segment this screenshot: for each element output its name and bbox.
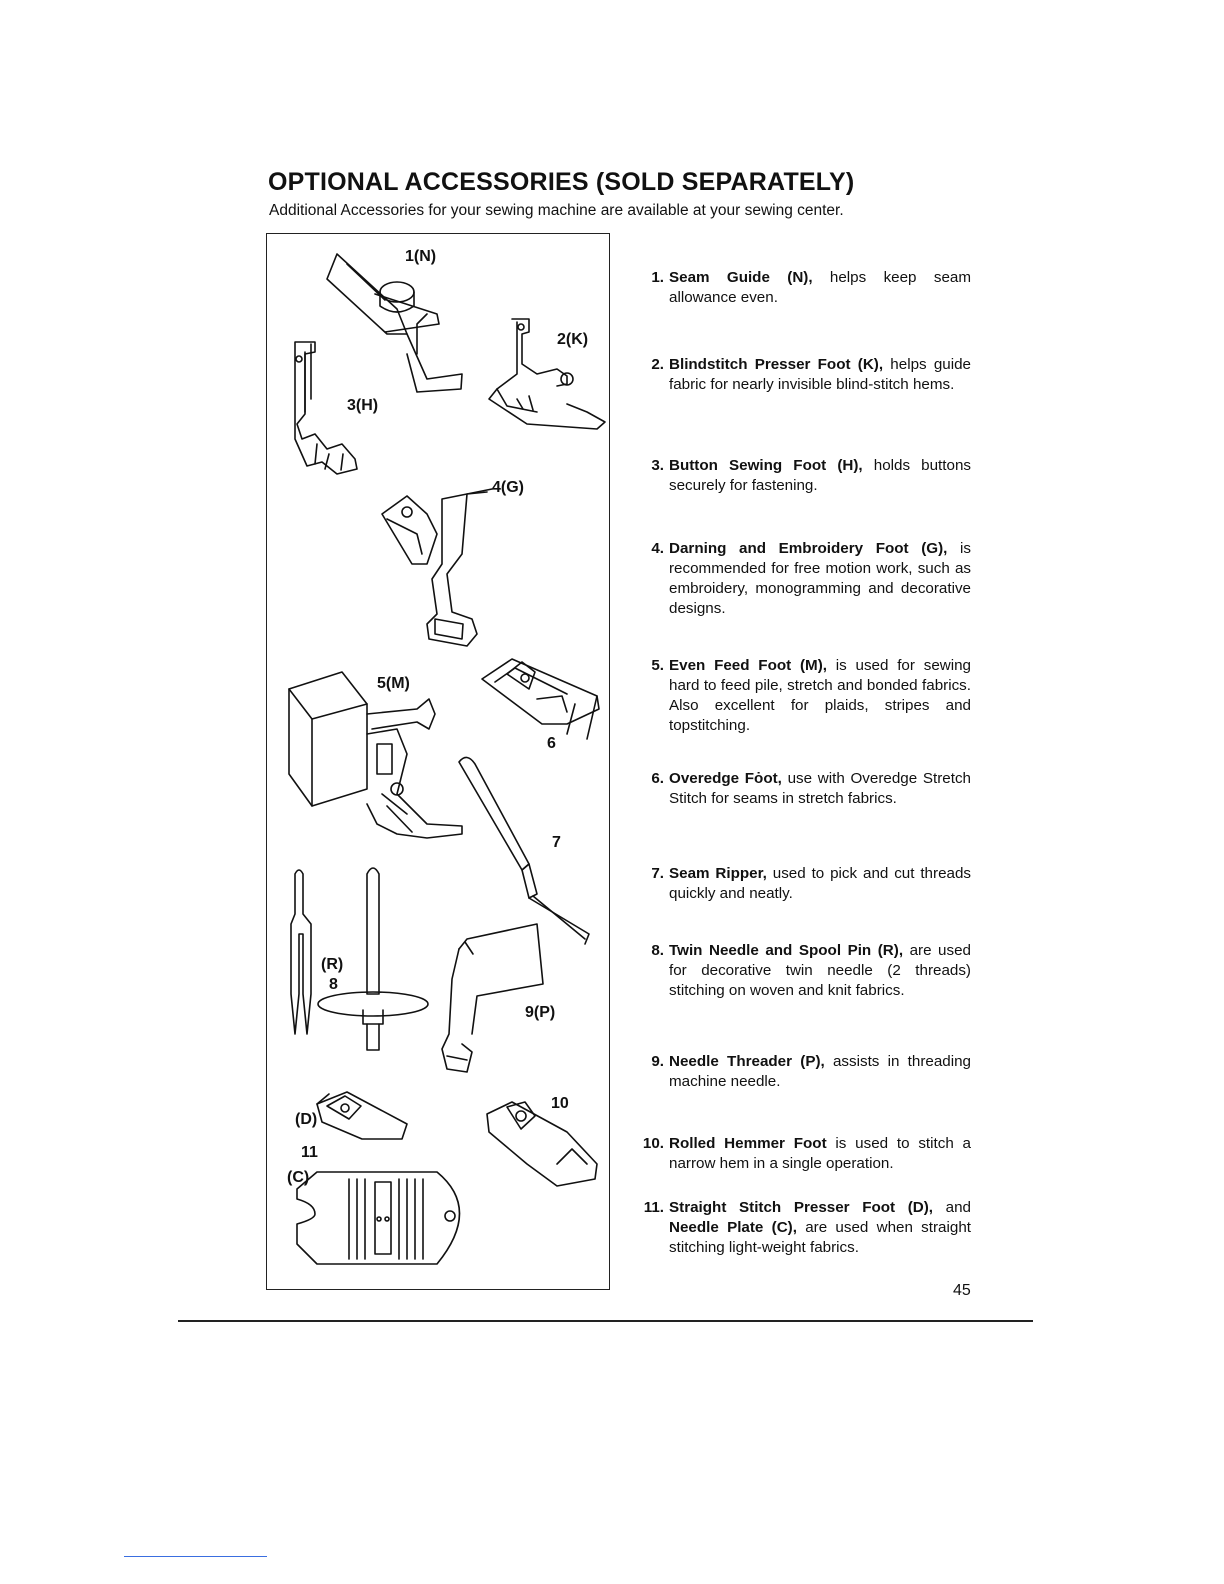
accessories-illustration [266, 233, 610, 1290]
label-6: 6 [547, 735, 556, 752]
divider [178, 1320, 1033, 1322]
straight-stitch-foot-icon [317, 1092, 407, 1139]
label-1n: 1(N) [405, 248, 437, 265]
label-5m: 5(M) [377, 675, 410, 692]
label-d: (D) [295, 1111, 318, 1128]
overedge-foot-icon [482, 659, 599, 739]
label-7: 7 [552, 834, 561, 851]
even-feed-foot-icon [289, 672, 462, 838]
needle-threader-icon [442, 924, 543, 1072]
seam-ripper-icon [459, 757, 589, 944]
seam-guide-icon [327, 254, 462, 392]
label-3h: 3(H) [347, 397, 379, 414]
page-subtitle: Additional Accessories for your sewing machine are available at your sewing center. [269, 202, 844, 219]
label-8: 8 [329, 976, 338, 993]
label-9p: 9(P) [525, 1004, 556, 1021]
rolled-hemmer-icon [487, 1102, 597, 1186]
label-2k: 2(K) [557, 331, 589, 348]
page-number: 45 [953, 1282, 971, 1299]
page-title: OPTIONAL ACCESSORIES (SOLD SEPARATELY) [268, 168, 855, 196]
label-c: (C) [287, 1169, 310, 1186]
button-foot-icon [295, 342, 357, 474]
label-r: (R) [321, 956, 344, 973]
blindstitch-foot-icon [489, 319, 605, 429]
divider [124, 1556, 267, 1557]
label-10: 10 [551, 1095, 569, 1112]
darning-foot-icon [382, 489, 492, 646]
twin-needle-icon [291, 870, 311, 1034]
accessories-drawing [267, 234, 611, 1291]
label-4g: 4(G) [492, 479, 524, 496]
label-11: 11 [301, 1144, 318, 1161]
needle-plate-icon [297, 1172, 460, 1264]
spool-pin-icon [318, 868, 428, 1050]
